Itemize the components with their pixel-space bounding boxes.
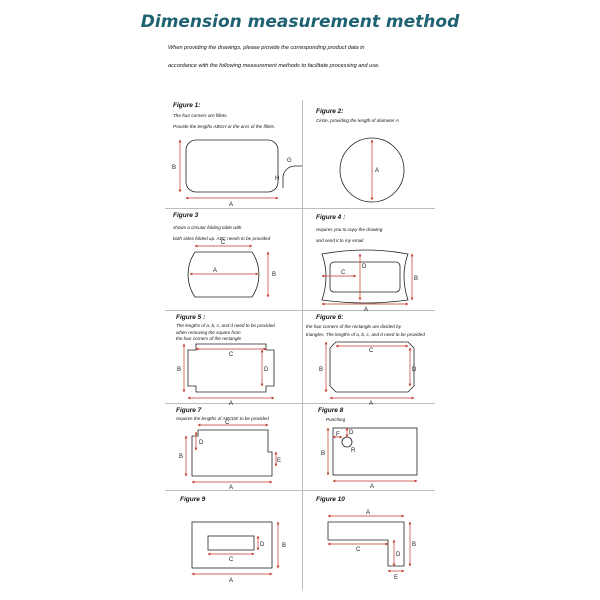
figure-10-title: Figure 10 — [316, 496, 345, 503]
fig3-label-b: B — [272, 272, 277, 278]
figure-5-desc-2: when removing the square from — [176, 330, 241, 335]
fig3-folding-table — [188, 252, 259, 297]
fig6-label-a: A — [369, 401, 374, 407]
figure-7-desc-1: requires the lengths of ABCDE to be provided — [176, 416, 269, 421]
fig1-label-h: H — [275, 176, 280, 182]
fig5-label-a: A — [229, 401, 234, 407]
figure-1-desc-1: The four corners are fillets. — [173, 113, 228, 118]
fig7-label-d: D — [199, 440, 204, 446]
fig9-label-c: C — [229, 557, 234, 563]
fig4-label-a: A — [364, 307, 369, 313]
figure-4-title: Figure 4 : — [316, 214, 346, 221]
figure-4-desc-1: requires you to copy the drawing — [316, 227, 383, 232]
figure-7-title: Figure 7 — [176, 407, 202, 414]
fig1-label-g: G — [287, 158, 292, 164]
figure-2-title: Figure 2: — [316, 108, 344, 115]
figure-4-desc-2: and send it to my email — [316, 238, 364, 243]
fig7-label-b: B — [179, 454, 184, 460]
fig8-label-d: D — [349, 430, 354, 436]
fig10-label-d: D — [396, 552, 401, 558]
fig8-label-r: R — [351, 448, 356, 454]
fig7-label-c: C — [225, 420, 230, 426]
fig8-label-f: F — [336, 432, 340, 438]
fig6-label-b: B — [319, 367, 324, 373]
fig9-label-a: A — [229, 578, 234, 584]
figure-6-desc-2: triangles. The lengths of a, b, c, and d need to be provided — [306, 332, 425, 337]
fig4-label-b: B — [414, 276, 419, 282]
fig7-label-a: A — [229, 485, 234, 491]
fig5-label-b: B — [177, 367, 182, 373]
fig1-label-b: B — [172, 165, 177, 171]
fig3-label-c: C — [221, 240, 226, 246]
intro-line-1: When providing the drawings, please provide the corresponding product data in — [168, 45, 365, 51]
fig10-label-a: A — [366, 510, 371, 516]
intro-line-2: accordance with the following measurement methods to facilitate processing and use. — [168, 63, 380, 69]
fig10-label-e: E — [394, 575, 399, 581]
fig9-label-b: B — [282, 543, 287, 549]
figure-3-title: Figure 3 — [173, 212, 199, 219]
page-title: Dimension measurement method — [140, 12, 460, 32]
fig6-label-c: C — [369, 348, 374, 354]
fig9-label-d: D — [260, 542, 265, 548]
figure-5-desc-1: The lengths of a, b, c, and d need to be provided — [176, 323, 275, 328]
fig1-fillet — [283, 166, 302, 188]
fig4-pillow — [322, 250, 408, 303]
fig10-label-c: C — [356, 547, 361, 553]
fig10-label-b: B — [412, 542, 417, 548]
figure-8-title: Figure 8 — [318, 407, 344, 414]
figure-5-desc-3: the four corners of the rectangle — [176, 336, 242, 341]
figure-3-desc-1: shows a circular folding table with — [173, 225, 242, 230]
fig3-label-a: A — [213, 268, 218, 274]
figure-1-desc-2: Provide the lengths ABGH or the arcs of the fillets. — [173, 124, 276, 129]
figure-1-title: Figure 1: — [173, 102, 201, 109]
figure-2-desc-1: Circle, providing the length of diameter A — [316, 118, 399, 123]
fig2-label-a: A — [375, 168, 380, 174]
fig7-label-e: E — [277, 458, 282, 464]
fig8-hole — [342, 437, 352, 447]
fig5-label-c: C — [229, 352, 234, 358]
figure-3-desc-2: both sides folded up. ABC needs to be provided — [173, 236, 271, 241]
fig8-label-a: A — [370, 484, 375, 490]
figure-8-desc-1: Punching — [326, 417, 346, 422]
fig1-rounded-rect — [186, 140, 278, 192]
figure-5-title: Figure 5 : — [176, 314, 206, 321]
fig4-label-c: C — [341, 270, 346, 276]
figure-9-title: Figure 9 — [180, 496, 206, 503]
fig8-label-b: B — [321, 451, 326, 457]
fig8-rect — [333, 428, 417, 475]
fig7-shape — [192, 430, 272, 476]
figure-6-title: Figure 6: — [316, 314, 344, 321]
fig4-label-d: D — [362, 264, 367, 270]
fig9-inner — [208, 536, 254, 550]
fig5-label-d: D — [264, 367, 269, 373]
fig1-label-a: A — [229, 202, 234, 208]
fig6-label-d: D — [412, 367, 417, 373]
figure-6-desc-1: the four corners of the rectangle are divided by — [306, 324, 401, 329]
